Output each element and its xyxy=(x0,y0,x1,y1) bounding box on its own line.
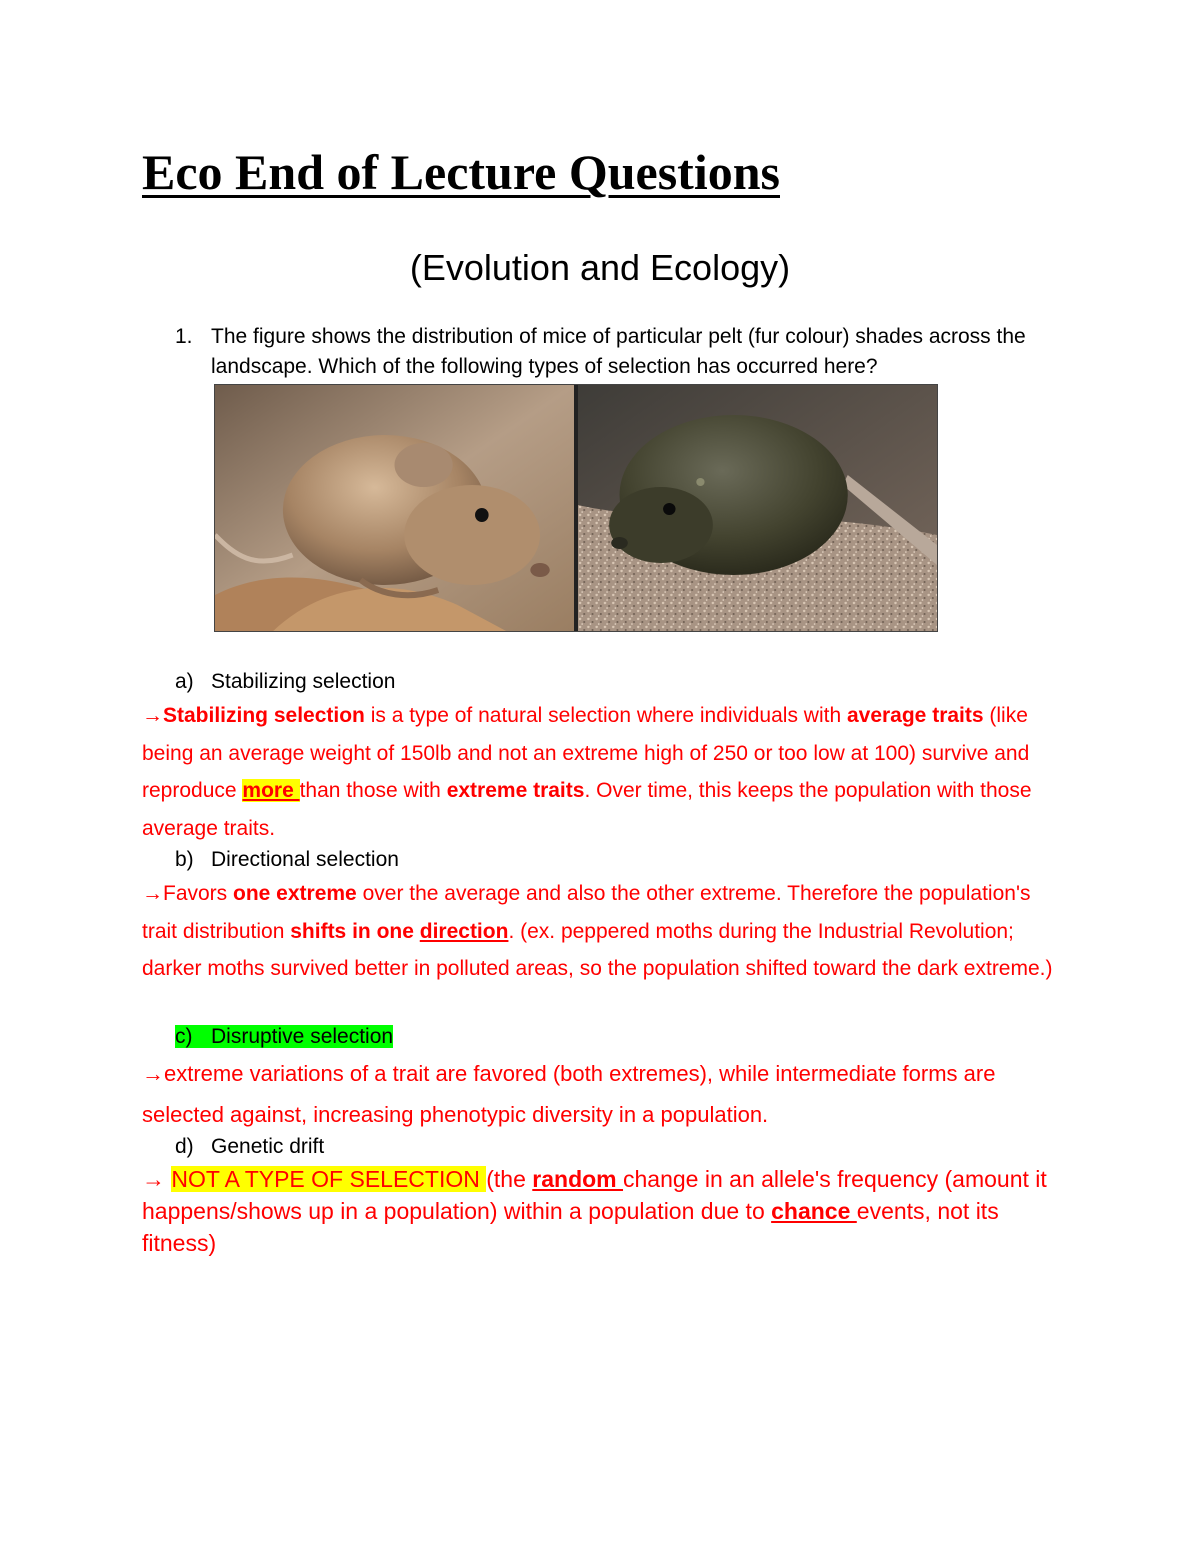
mice-figure xyxy=(214,384,938,632)
dark-mouse-photo xyxy=(578,385,937,631)
option-a-label: Stabilizing selection xyxy=(211,670,396,693)
correct-answer-highlight xyxy=(175,1025,393,1048)
option-b xyxy=(175,846,399,874)
arrow-icon: → xyxy=(142,1061,164,1086)
option-c xyxy=(175,1023,393,1051)
arrow-icon: → xyxy=(142,882,163,905)
page-title: Eco End of Lecture Questions xyxy=(142,144,780,200)
question-text: The figure shows the distribution of mice of particular pelt (fur colour) shades across the landscape. Which of the following types of selection has occurred here? xyxy=(211,325,1026,378)
option-c-letter: c) xyxy=(175,1025,193,1048)
option-b-letter: b) xyxy=(175,848,194,871)
option-d-label: Genetic drift xyxy=(211,1135,325,1158)
option-c-label: Disruptive selection xyxy=(211,1025,394,1048)
highlight-more: more xyxy=(242,779,300,802)
question-number: 1. xyxy=(175,325,193,348)
answer-b: →Favors one extreme over the average and also the other extreme. Therefore the population's trait distribution shifts in one direction. (ex. peppered moths during the Industrial Revolution; darker moths survived better in polluted areas, so the population shifted toward the dark extreme.) xyxy=(142,882,1053,980)
option-a xyxy=(175,668,395,696)
page-subtitle: (Evolution and Ecology) xyxy=(409,247,791,288)
dark-mouse-image xyxy=(578,385,937,631)
answer-d: → NOT A TYPE OF SELECTION (the random change in an allele's frequency (amount it happens/shows up in a population) within a population due to chance events, not its fitness) xyxy=(142,1166,1047,1256)
answer-c: →extreme variations of a trait are favored (both extremes), while intermediate forms are selected against, increasing phenotypic diversity in a population. xyxy=(142,1061,996,1127)
option-d-letter: d) xyxy=(175,1135,194,1158)
arrow-icon: → xyxy=(142,704,163,727)
answer-a: →Stabilizing selection is a type of natural selection where individuals with average traits (like being an average weight of 150lb and not an extreme high of 250 or too low at 100) survive and reproduce more than those with extreme traits. Over time, this keeps the population with those average traits. xyxy=(142,704,1032,840)
light-mouse-image xyxy=(215,385,574,631)
option-b-label: Directional selection xyxy=(211,848,399,871)
arrow-icon: → xyxy=(142,1166,172,1192)
option-a-letter: a) xyxy=(175,670,194,693)
option-d xyxy=(175,1133,324,1161)
highlight-not-selection: NOT A TYPE OF SELECTION xyxy=(171,1166,487,1192)
light-brown-mouse-photo xyxy=(215,385,574,631)
